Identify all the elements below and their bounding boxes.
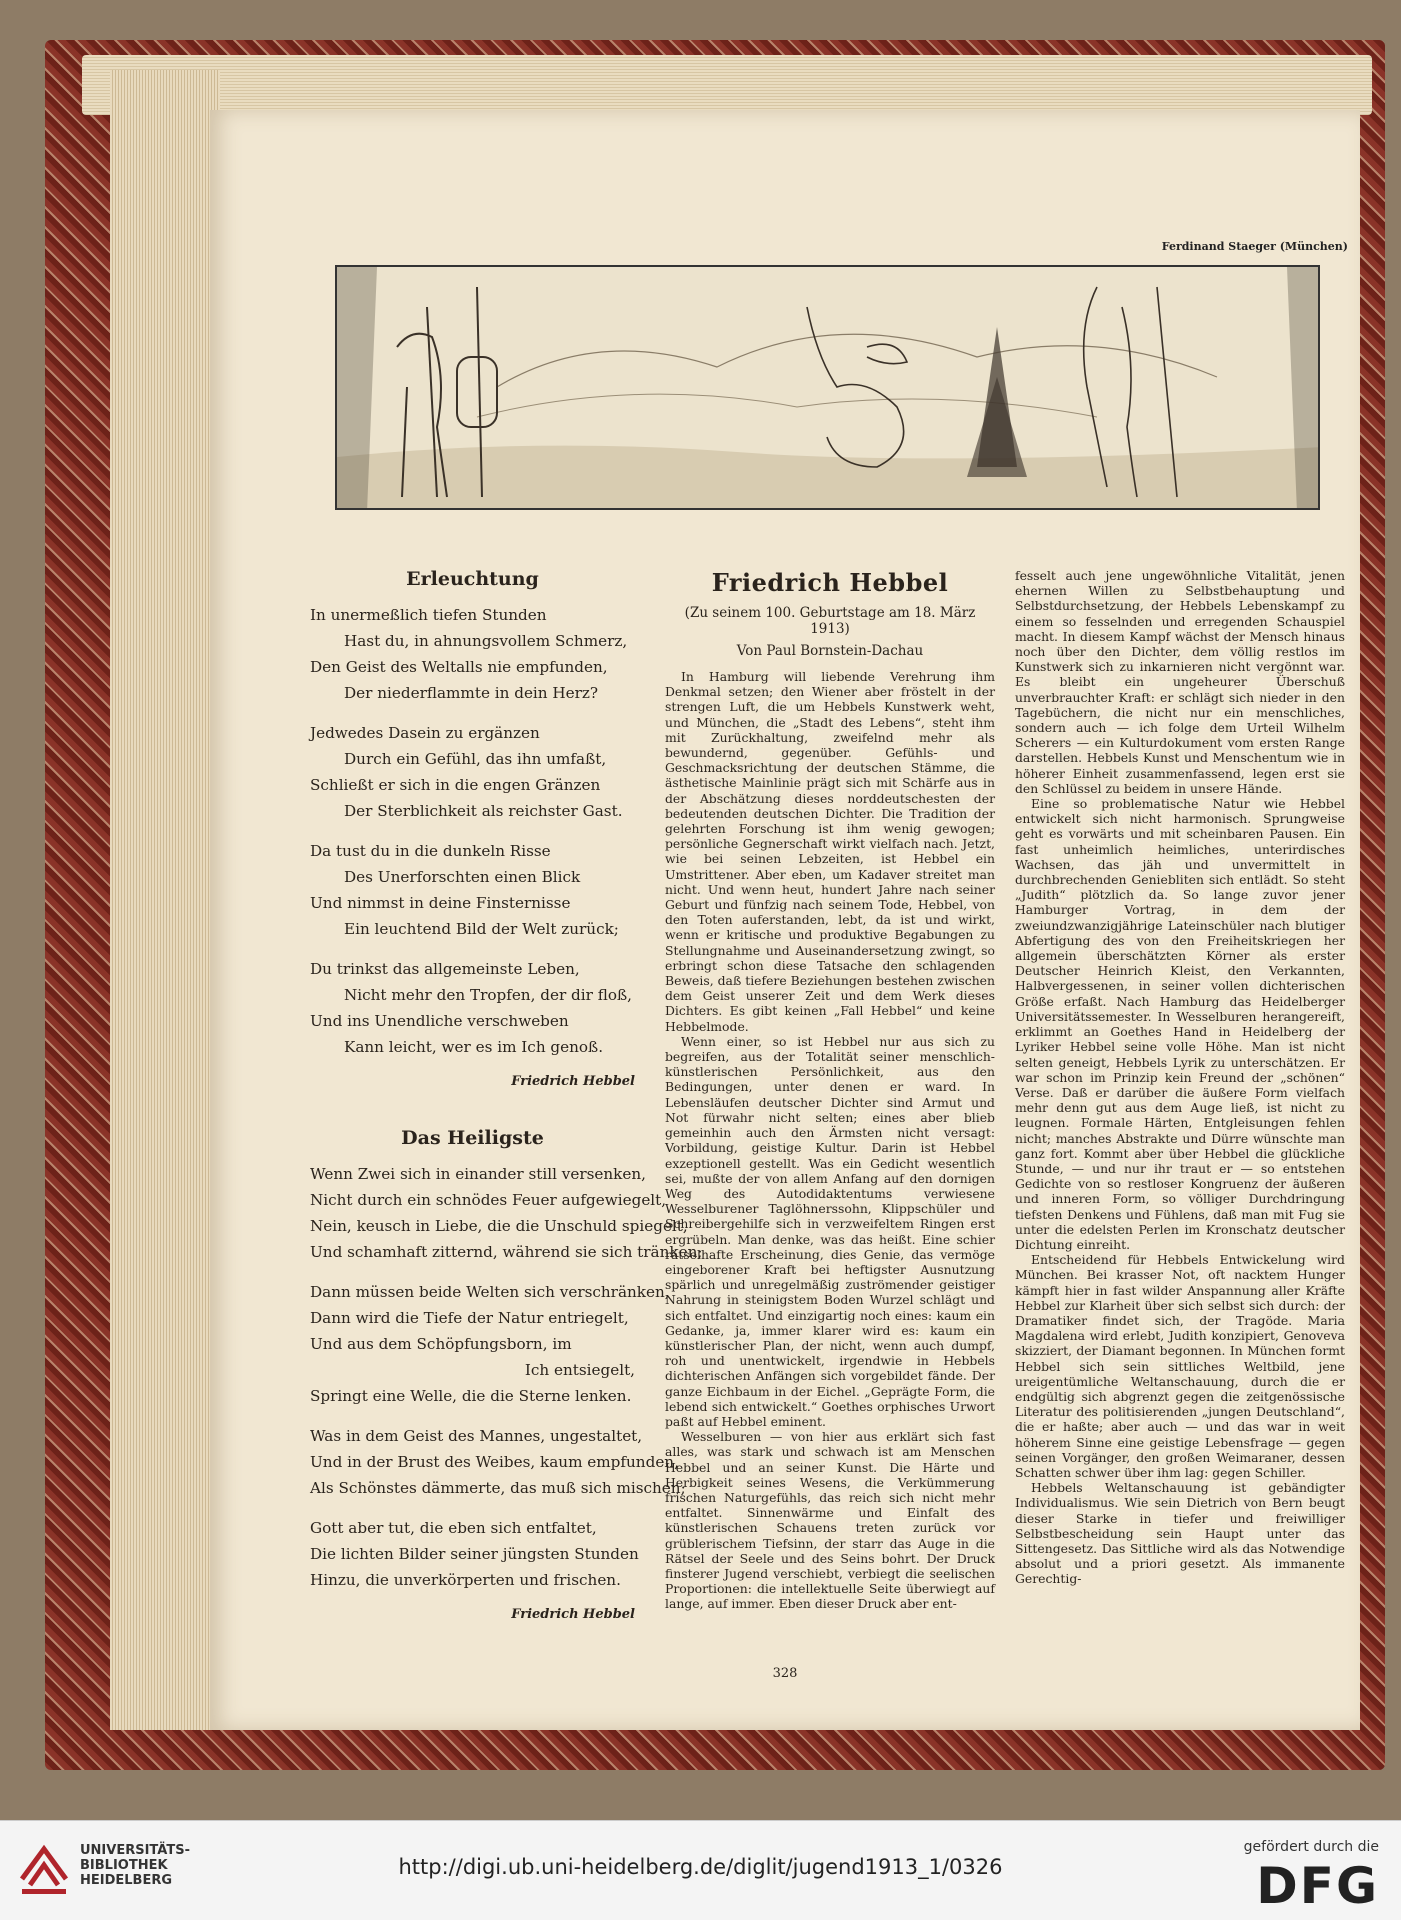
poem-line: Und nimmst in deine Finsternisse xyxy=(310,894,571,912)
poem-line: Nicht durch ein schnödes Feuer aufgewiegelt, xyxy=(310,1191,667,1209)
poem-line: Des Unerforschten einen Blick xyxy=(344,868,581,886)
dfg-logo[interactable]: DFG xyxy=(1256,1857,1379,1915)
poem-line: Wenn Zwei sich in einander still versenken, xyxy=(310,1165,646,1183)
poem-line: Die lichten Bilder seiner jüngsten Stunden xyxy=(310,1545,639,1563)
poem-line: Da tust du in die dunkeln Risse xyxy=(310,842,551,860)
article-paragraph: Eine so problematische Natur wie Hebbel entwickelt sich nicht harmonisch. Sprungweise geht es vorwärts und mit scheinbaren Pausen. Ein fast unheimlich heimliches, unterirdisches Wachsen, das jäh und unvermittelt in durchbrechenden Geniebliten sich entlädt. So steht „Judith“ plötzlich da. So lange zuvor jener Hamburger Vortrag, in dem der zweiundzwanzigjährige Lateinschüler nach blutiger Abfertigung des von den Freiheitskriegen her allgemein überschätzten Körner als erster Deutscher Heinrich Kleist, den Verkannten, Halbvergessenen, in seiner vollen dichterischen Größe erfaßt. Nach Hamburg das Heidelberger Universitätssemester. In Wesselburen herangereift, erklimmt an Goethes Hand in Heidelberg der Lyriker Hebbel seine volle Höhe. Man ist nicht selten geneigt, Hebbels Lyrik zu unterschätzen. Er war schon im Prinzip kein Freund der „schönen“ Verse. Daß er darüber die äußere Form vielfach mehr denn gut aus dem Auge ließ, ist nicht zu leugnen. Formale Härten, Entgleisungen fehlen nicht; manches Abstrakte und Dürre wünschte man ganz fort. Kommt aber über Hebbel die glückliche Stunde, — und nur ihr traut er — so entstehen Gedichte von so restloser Kongruenz der äußeren und inneren Form, so völliger Durchdringung tiefsten Denkens und Fühlens, daß man mit Fug sie unter die edelsten Perlen im Kronschatz deutscher Dichtung einreiht. xyxy=(1015,796,1345,1252)
illustration-drawing xyxy=(337,267,1320,510)
page-edges-left xyxy=(110,70,220,1730)
viewer-footer xyxy=(0,1820,1401,1920)
header-illustration xyxy=(335,265,1320,510)
poem2-author: Friedrich Hebbel xyxy=(511,1607,635,1622)
article-column-1 xyxy=(665,568,995,1612)
poem-line: Schließt er sich in die engen Gränzen xyxy=(310,776,601,794)
poem-line: Jedwedes Dasein zu ergänzen xyxy=(310,724,540,742)
poem-line: Ich entsiegelt, xyxy=(524,1361,635,1379)
poem-line: Hast du, in ahnungsvollem Schmerz, xyxy=(344,632,628,650)
article-paragraph: Entscheidend für Hebbels Entwickelung wird München. Bei krasser Not, oft nacktem Hunger kämpft hier in fast wilder Anspannung aller Kräfte Hebbel zur Klarheit über sich selbst sich durch: der Dramatiker findet sich, der Tragöde. Maria Magdalena wird erlebt, Judith konzipiert, Genoveva skizziert, der Diamant begonnen. In München formt Hebbel sich sein sittliches Weltbild, jene ureigentümliche Weltanschauung, durch die er endgültig sich abgrenzt gegen die zeitgenössische Literatur des politisierenden „jungen Deutschland“, die er haßte; aber auch — und das war in weit höherem Sinne eine geistige Lebensfrage — gegen seinen Vorgänger, den großen Weimaraner, dessen Schatten schwer über ihm lag: gegen Schiller. xyxy=(1015,1252,1345,1480)
illustration-credit: Ferdinand Staeger (München) xyxy=(1161,240,1348,253)
poem2-stanza xyxy=(310,1279,670,1409)
library-name-line: BIBLIOTHEK xyxy=(80,1858,168,1873)
poem2-stanza xyxy=(310,1161,703,1265)
poem1-stanza xyxy=(310,838,635,942)
poem1-stanza xyxy=(310,956,635,1060)
poem-line: Als Schönstes dämmerte, das muß sich mischen; xyxy=(310,1479,686,1497)
poem1-author: Friedrich Hebbel xyxy=(511,1074,635,1089)
library-name-line: HEIDELBERG xyxy=(80,1873,173,1888)
poems-column xyxy=(310,568,703,1622)
library-name-line: UNIVERSITÄTS- xyxy=(80,1843,190,1858)
poem-line: Was in dem Geist des Mannes, ungestaltet, xyxy=(310,1427,643,1445)
poem-line: Der Sterblichkeit als reichster Gast. xyxy=(344,802,623,820)
poem2-stanza xyxy=(310,1423,686,1501)
article-paragraph: In Hamburg will liebende Verehrung ihm Denkmal setzen; den Wiener aber fröstelt in der strengen Luft, die um Hebbels Kunstwerk weht, und München, die „Stadt des Lebens“, steht ihm mit Zurückhaltung, zweifelnd mehr als bewundernd, gegenüber. Gefühls- und Geschmacksrichtung der deutschen Stämme, die ästhetische Mainlinie prägt sich mit Schärfe aus in der Abschätzung dieses norddeutschesten der bedeutenden deutschen Dichter. Die Tradition der gelehrten Forschung ist ihm wenig gewogen; persönliche Gegnerschaft wirkt vielfach nach. Jetzt, wie bei seinen Lebzeiten, ist Hebbel ein Umstrittener. Aber eben, um Kadaver streitet man nicht. Und wenn heut, hundert Jahre nach seiner Geburt und fünfzig nach seinem Tode, Hebbel, von den Toten auferstanden, lebt, da ist und wirkt, wenn er kritische und produktive Begabungen zu Stellungnahme und Auseinandersetzung zwingt, so erbringt schon diese Tatsache den schlagenden Beweis, daß tiefere Beziehungen bestehen zwischen dem Geist unserer Zeit und dem Werk dieses Dichters. Es gibt keinen „Fall Hebbel“ und keine Hebbelmode. xyxy=(665,669,995,1034)
poem1-stanza xyxy=(310,602,635,706)
poem-line: Springt eine Welle, die die Sterne lenken. xyxy=(310,1387,632,1405)
poem-line: Und aus dem Schöpfungsborn, im xyxy=(310,1335,572,1353)
permalink-url[interactable]: http://digi.ub.uni-heidelberg.de/diglit/jugend1913_1/0326 xyxy=(398,1855,1003,1879)
funding-label: gefördert durch die xyxy=(1243,1839,1379,1855)
article-body-2 xyxy=(1015,568,1345,1587)
magazine-page xyxy=(210,110,1360,1730)
poem-line: Und in der Brust des Weibes, kaum empfunden, xyxy=(310,1453,679,1471)
article-column-2 xyxy=(1015,568,1345,1587)
article-title: Friedrich Hebbel xyxy=(711,568,949,597)
poem-line: Durch ein Gefühl, das ihn umfaßt, xyxy=(344,750,607,768)
poem-line: Den Geist des Weltalls nie empfunden, xyxy=(310,658,608,676)
poem-line: Ein leuchtend Bild der Welt zurück; xyxy=(344,920,619,938)
poem-line: Nicht mehr den Tropfen, der dir floß, xyxy=(344,986,632,1004)
poem1-stanza xyxy=(310,720,635,824)
poem-line: Und schamhaft zitternd, während sie sich tränken; xyxy=(310,1243,703,1261)
poem-line: Nein, keusch in Liebe, die die Unschuld spiegelt, xyxy=(310,1217,688,1235)
poem-line: Der niederflammte in dein Herz? xyxy=(344,684,599,702)
article-paragraph: Wenn einer, so ist Hebbel nur aus sich zu begreifen, aus der Totalität seiner menschlich-künstlerischen Persönlichkeit, aus den Bedingungen, unter denen er ward. In Lebensläufen deutscher Dichter sind Armut und Not fürwahr nicht selten; eines aber blieb gemeinhin auch den Ärmsten nicht versagt: Vorbildung, geistige Kultur. Darin ist Hebbel exzeptionell gestellt. Was ein Gedicht wesentlich sei, mußte der von allem Anfang auf den dornigen Weg des Autodidaktentums verwiesene Wesselburener Taglöhnerssohn, Klippschüler und Schreibergehilfe sich in verzweifeltem Ringen erst ergrübeln. Man denke, was das heißt. Eine schier rätselhafte Erscheinung, dies Genie, das vermöge eingeborener Kraft bei heftigster Ausnutzung spärlich und unregelmäßig zuströmender geistiger Nahrung in steinigstem Boden Wurzel schlägt und sich entfaltet. Und einzigartig noch eines: kaum ein Gedanke, ja, immer klarer wird es: kaum ein künstlerischer Plan, der nicht, wenn auch dumpf, roh und unentwickelt, irgendwie in Hebbels dichterischen Anfängen sich vorgebildet fände. Der ganze Eichbaum in der Eichel. „Geprägte Form, die lebend sich entwickelt.“ Goethes orphisches Urwort paßt auf Hebbel eminent. xyxy=(665,1033,995,1429)
poem-title-das-heiligste: Das Heiligste xyxy=(401,1127,544,1149)
article-paragraph: fesselt auch jene ungewöhnliche Vitalität, jenen ehernen Willen zu Selbstbehauptung und Selbstdurchsetzung, der Hebbels Lebenskampf zu einem so fesselnden und erregenden Schauspiel macht. In diesem Kampf wächst der Mensch hinaus noch über den Dichter, dem völlig restlos im Kunstwerk sich zu inkarnieren nicht vergönnt war. Es bleibt ein ungeheurer Überschuß unverbrauchter Kraft: er schlägt sich nieder in den Tagebüchern, die nicht nur ein menschliches, sondern auch — ich folge dem Urteil Wilhelm Scherers — ein Kulturdokument vom ersten Range darstellen. Hebbels Kunst und Menschentum wie in höherer Einheit zusammenfassend, legen erst sie den Schlüssel zu beidem in unsere Hände. xyxy=(1015,568,1345,796)
poem-line: Du trinkst das allgemeinste Leben, xyxy=(310,960,580,978)
poem-line: In unermeßlich tiefen Stunden xyxy=(310,606,547,624)
article-byline: Von Paul Bornstein-Dachau xyxy=(736,643,924,659)
poem2-stanza xyxy=(310,1515,639,1593)
poem-title-erleuchtung: Erleuchtung xyxy=(406,568,539,590)
poem-line: Dann müssen beide Welten sich verschränken, xyxy=(310,1283,670,1301)
poem-line: Dann wird die Tiefe der Natur entriegelt, xyxy=(310,1309,629,1327)
poem-line: Kann leicht, wer es im Ich genoß. xyxy=(344,1038,604,1056)
article-subtitle: (Zu seinem 100. Geburtstage am 18. März 1913) xyxy=(684,605,976,637)
page-number: 328 xyxy=(772,1666,798,1681)
article-paragraph: Hebbels Weltanschauung ist gebändigter Individualismus. Wie sein Dietrich von Bern beugt dieser Starke in tiefer und freiwilliger Selbstbescheidung sein Haupt unter das Sittengesetz. Das Sittliche wird als das Notwendige absolut und a priori gesetzt. Als immanente Gerechtig- xyxy=(1015,1480,1345,1587)
poem-line: Gott aber tut, die eben sich entfaltet, xyxy=(310,1519,597,1537)
page-edges-top xyxy=(82,55,1372,115)
article-paragraph: Wesselburen — von hier aus erklärt sich fast alles, was stark und schwach ist am Menschen Hebbel und an seiner Kunst. Die Härte und Herbigkeit seines Wesens, die Verkümmerung frischen Naturgefühls, das reich sich nicht mehr entfaltet. Sinnenwärme und Einfalt des künstlerischen Schauens treten zurück vor grüblerischem Tiefsinn, der starr das Auge in die Rätsel der Seele und des Seins bohrt. Der Druck finsterer Jugend verschiebt, verbiegt die seelischen Proportionen: die intellektuelle Seite überwiegt auf lange, auf immer. Eben dieser Druck aber ent- xyxy=(665,1429,995,1612)
poem-line: Und ins Unendliche verschweben xyxy=(310,1012,569,1030)
article-body-1 xyxy=(665,669,995,1612)
poem-line: Hinzu, die unverkörperten und frischen. xyxy=(310,1571,621,1589)
